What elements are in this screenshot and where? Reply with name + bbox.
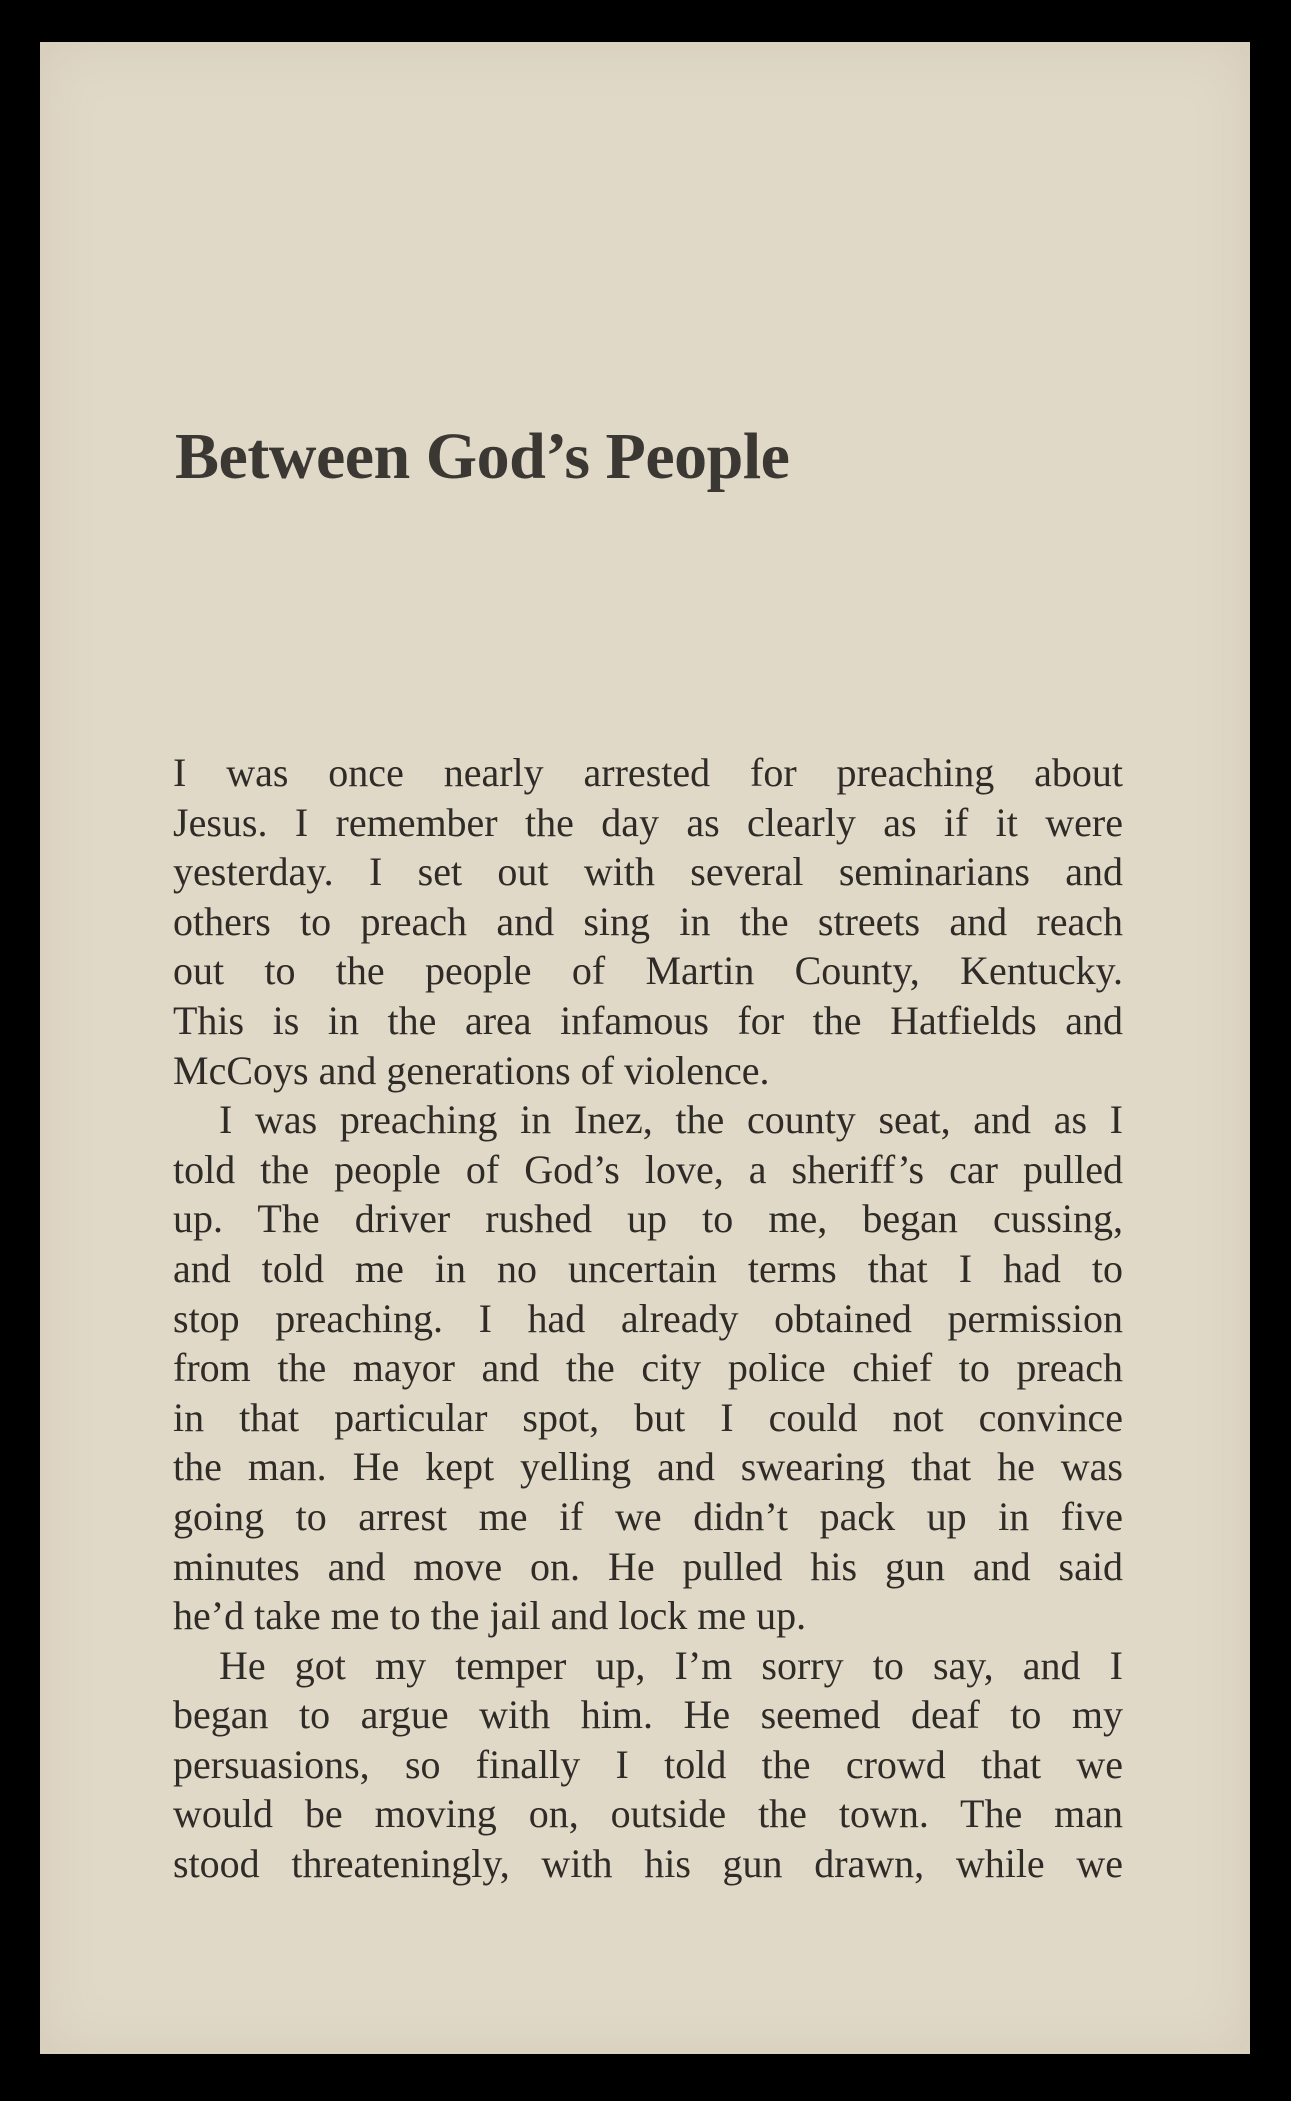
text-line: told the people of God’s love, a sheriff’s car pulled bbox=[173, 1146, 1123, 1192]
text-line: This is in the area infamous for the Hatfields and bbox=[173, 997, 1123, 1043]
text-line: in that particular spot, but I could not convince bbox=[173, 1394, 1123, 1440]
text-line: stop preaching. I had already obtained permission bbox=[173, 1295, 1123, 1341]
chapter-body bbox=[173, 748, 1123, 1889]
text-line: would be moving on, outside the town. The man bbox=[173, 1791, 1123, 1837]
paragraph bbox=[173, 748, 1123, 1095]
text-line: He got my temper up, I’m sorry to say, and I bbox=[219, 1642, 1123, 1688]
text-line: Jesus. I remember the day as clearly as if it were bbox=[173, 799, 1123, 845]
paragraph bbox=[173, 1641, 1123, 1889]
text-line: others to preach and sing in the streets and reach bbox=[173, 898, 1123, 944]
text-line: up. The driver rushed up to me, began cussing, bbox=[173, 1196, 1123, 1242]
text-line: going to arrest me if we didn’t pack up in five bbox=[173, 1493, 1123, 1539]
text-line: from the mayor and the city police chief to preach bbox=[173, 1345, 1123, 1391]
book-page bbox=[40, 42, 1250, 2054]
text-line: out to the people of Martin County, Kentucky. bbox=[173, 948, 1123, 994]
text-line: I was preaching in Inez, the county seat, and as I bbox=[219, 1097, 1123, 1143]
text-line: and told me in no uncertain terms that I had to bbox=[173, 1245, 1123, 1291]
text-line: he’d take me to the jail and lock me up. bbox=[173, 1593, 807, 1639]
text-line: the man. He kept yelling and swearing that he was bbox=[173, 1444, 1123, 1490]
paragraph bbox=[173, 1095, 1123, 1641]
text-line: minutes and move on. He pulled his gun and said bbox=[173, 1543, 1123, 1589]
text-line: I was once nearly arrested for preaching about bbox=[173, 750, 1123, 795]
text-line: stood threateningly, with his gun drawn, while we bbox=[173, 1841, 1123, 1887]
text-line: persuasions, so finally I told the crowd that we bbox=[173, 1741, 1123, 1787]
text-line: yesterday. I set out with several seminarians and bbox=[173, 849, 1123, 895]
chapter-title: Between God’s People bbox=[175, 420, 790, 493]
text-line: began to argue with him. He seemed deaf to my bbox=[173, 1692, 1123, 1738]
text-line: McCoys and generations of violence. bbox=[173, 1047, 770, 1093]
